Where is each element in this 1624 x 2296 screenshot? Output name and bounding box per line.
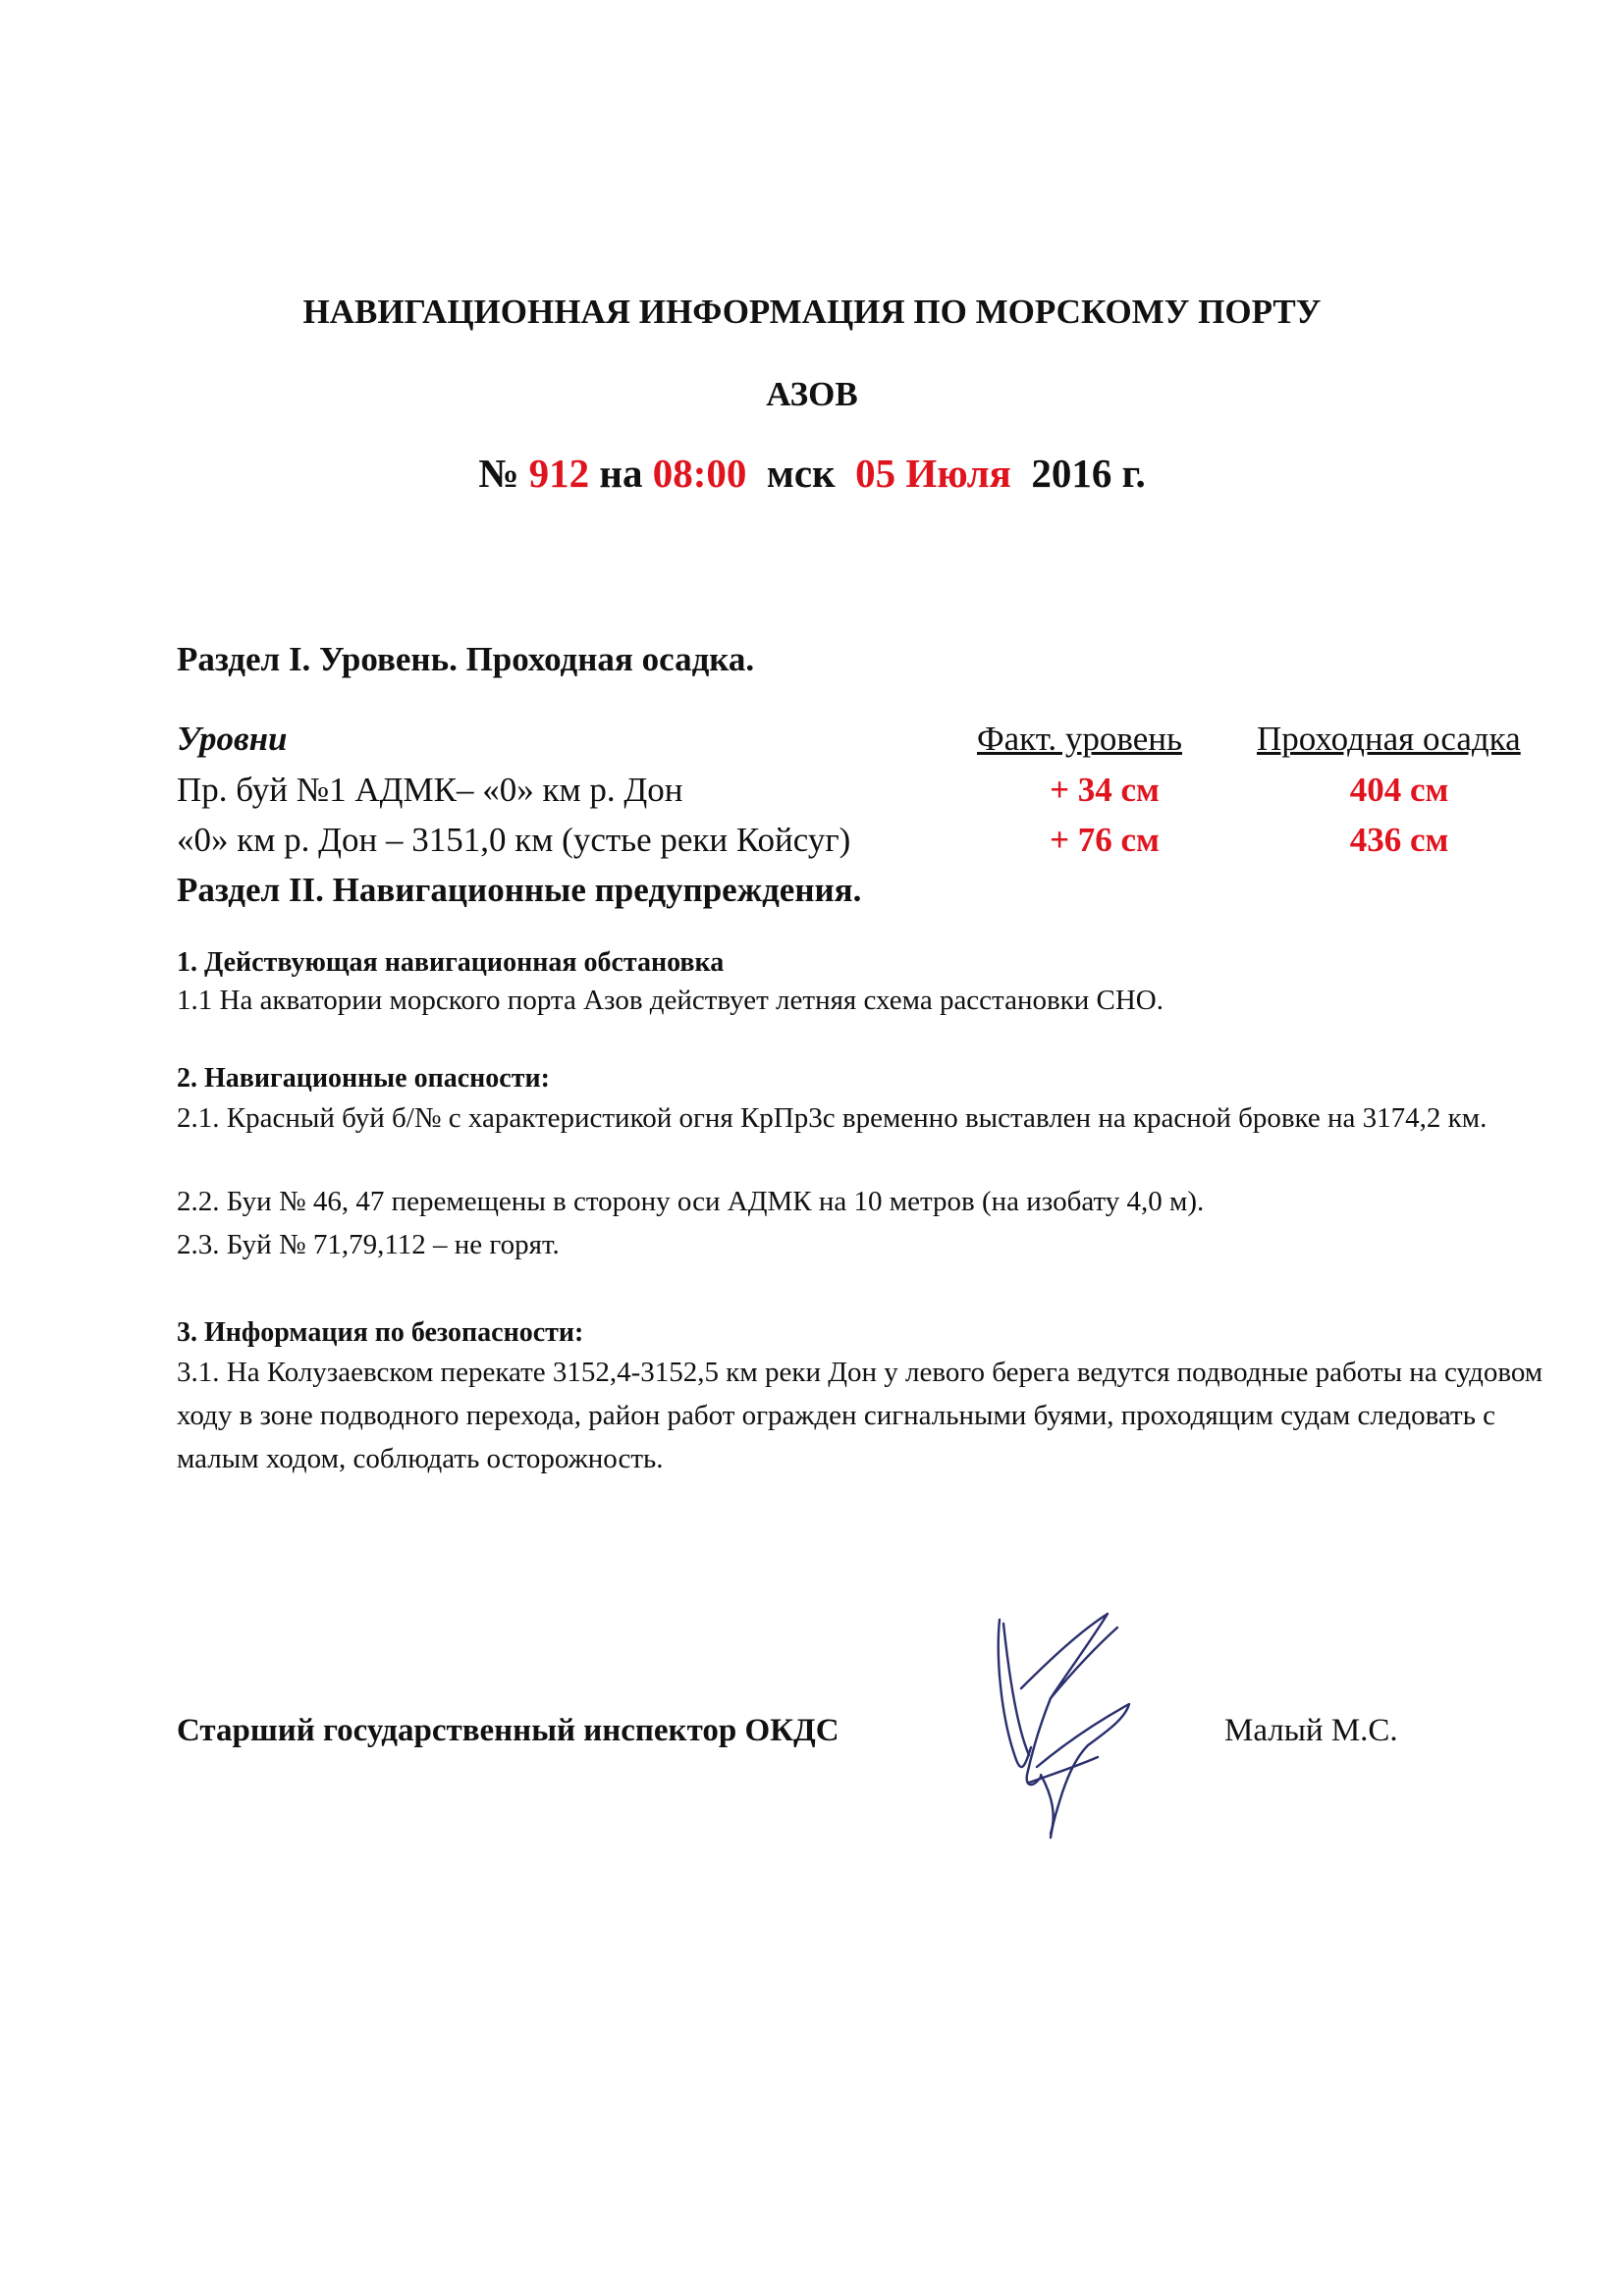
- subsection-1-title: 1. Действующая навигационная обстановка: [177, 947, 725, 978]
- section-2-title: Раздел II. Навигационные предупреждения.: [177, 871, 862, 909]
- signatory-position: Старший государственный инспектор ОКДС: [177, 1713, 839, 1748]
- issue-line: [0, 450, 1624, 497]
- level-row-label: Пр. буй №1 АДМК– «0» км р. Дон: [177, 771, 683, 809]
- fact-level-header: Факт. уровень: [977, 720, 1182, 758]
- level-row-pass: 404 см: [1349, 771, 1449, 809]
- issue-time: 08:00: [652, 451, 747, 496]
- document-title: НАВИГАЦИОННАЯ ИНФОРМАЦИЯ ПО МОРСКОМУ ПОРТУ: [302, 293, 1322, 331]
- levels-label: Уровни: [177, 720, 288, 758]
- subsection-3-title: 3. Информация по безопасности:: [177, 1317, 584, 1348]
- msk-word: мск: [746, 451, 856, 496]
- level-row-fact: + 34 см: [1050, 771, 1160, 809]
- subsection-2-title: 2. Навигационные опасности:: [177, 1063, 550, 1094]
- signatory-name: Малый М.С.: [1224, 1713, 1398, 1748]
- issue-year: 2016 г.: [1010, 451, 1146, 496]
- paragraph: 2.3. Буй № 71,79,112 – не горят.: [177, 1229, 560, 1260]
- level-row-fact: + 76 см: [1050, 821, 1160, 859]
- paragraph: 2.1. Красный буй б/№ с характеристикой огня КрПр3с временно выставлен на красной бровке на 3174,2 км.: [177, 1102, 1488, 1134]
- paragraph: 1.1 На акватории морского порта Азов действует летняя схема расстановки СНО.: [177, 985, 1164, 1016]
- paragraph: 2.2. Буи № 46, 47 перемещены в сторону оси АДМК на 10 метров (на изобату 4,0 м).: [177, 1186, 1205, 1217]
- level-row-label: «0» км р. Дон – 3151,0 км (устье реки Койсуг): [177, 821, 851, 859]
- issue-number: 912: [528, 451, 590, 496]
- number-prefix: №: [478, 451, 529, 496]
- na-word: на: [589, 451, 653, 496]
- section-1-title: Раздел I. Уровень. Проходная осадка.: [177, 640, 755, 678]
- level-row-pass: 436 см: [1349, 821, 1449, 859]
- signature-image: [982, 1610, 1159, 1845]
- pass-draft-header: Проходная осадка: [1257, 720, 1521, 758]
- paragraph: 3.1. На Колузаевском перекате 3152,4-3152,5 км реки Дон у левого берега ведутся подводные работы на судовом ходу в зоне подводного перехода, район работ огражден сигнальными буями, проходящим судам следовать с малым ходом, соблюдать осторожность.: [177, 1357, 1543, 1474]
- issue-date: 05 Июля: [855, 451, 1011, 496]
- port-name: АЗОВ: [766, 375, 858, 413]
